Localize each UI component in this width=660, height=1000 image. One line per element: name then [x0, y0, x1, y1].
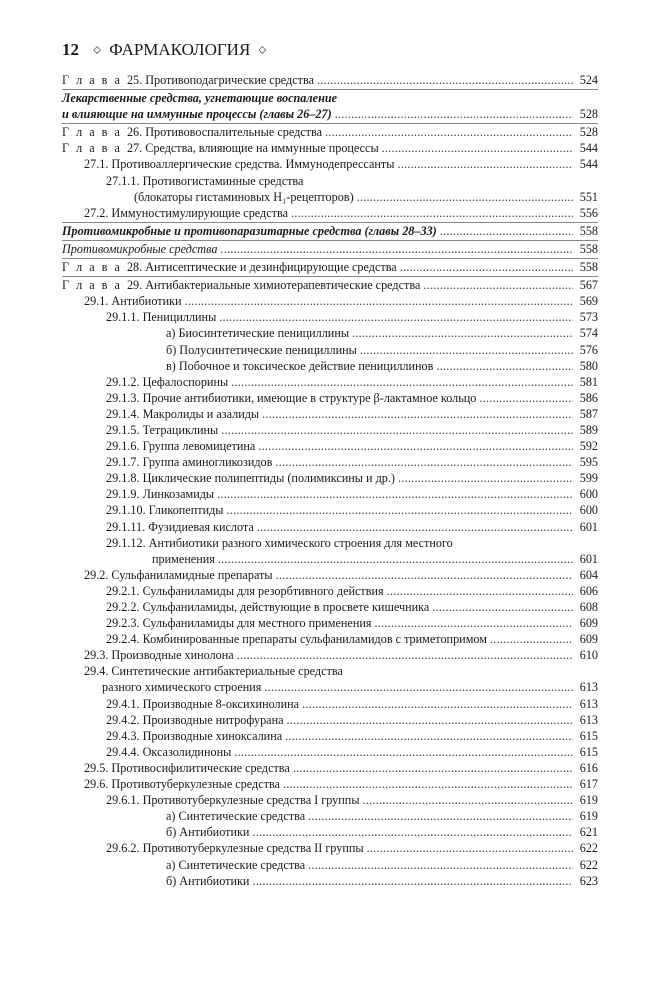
dot-leader: [283, 776, 573, 792]
chapter-label: Г л а в а: [62, 278, 127, 293]
toc-entry-title: разного химического строения: [102, 680, 262, 695]
toc-entry-title: 27.1.1. Противогистаминные средства: [106, 173, 304, 188]
toc-entry-title: 29.4.1. Производные 8-оксихинолина: [106, 696, 300, 711]
dot-leader: [357, 189, 573, 205]
toc-page-number: 558: [579, 260, 598, 275]
toc-page-number: 528: [579, 125, 598, 140]
toc-entry[interactable]: [62, 567, 598, 583]
dot-leader: [432, 599, 573, 615]
toc-entry[interactable]: [62, 422, 598, 438]
toc-page-number: 613: [579, 712, 598, 727]
toc-page-number: 600: [579, 503, 598, 518]
toc-entry[interactable]: [62, 241, 598, 257]
dot-leader: [234, 744, 573, 760]
toc-entry-title: а) Синтетические средства: [166, 809, 306, 824]
book-title: ФАРМАКОЛОГИЯ: [109, 40, 251, 59]
toc-entry-title: 29.2.1. Сульфаниламиды для резорбтивного действия: [106, 583, 384, 598]
toc-entry-title: 29.1.7. Группа аминогликозидов: [106, 455, 273, 470]
toc-entry[interactable]: [62, 438, 598, 454]
toc-page-number: 623: [579, 873, 598, 888]
toc-page-number: 574: [579, 326, 598, 341]
running-header: [62, 40, 270, 60]
toc-entry-title: Г л а в а 29. Антибактериальные химиотерапевтические средства: [62, 278, 421, 293]
dot-leader: [436, 358, 573, 374]
toc-page-number: 619: [579, 793, 598, 808]
toc-entry[interactable]: [62, 358, 598, 374]
dot-leader: [287, 712, 574, 728]
toc-entry[interactable]: [62, 712, 598, 728]
toc-entry-title: 29.1.6. Группа левомицетина: [106, 439, 256, 454]
chapter-label: Г л а в а: [62, 141, 127, 156]
toc-page-number: 587: [579, 406, 598, 421]
dot-leader: [185, 293, 573, 309]
toc-entry-title: 29.4.2. Производные нитрофурана: [106, 712, 284, 727]
toc-entry[interactable]: [62, 90, 598, 122]
toc-entry-title: 27.1. Противоаллергические средства. Иммунодепрессанты: [84, 157, 395, 172]
dot-leader: [275, 454, 573, 470]
toc-entry-title: 29.6. Противотуберкулезные средства: [84, 777, 280, 792]
toc-page-number: 556: [579, 205, 598, 220]
dot-leader: [219, 309, 573, 325]
toc-entry[interactable]: [62, 744, 598, 760]
toc-entry[interactable]: [62, 259, 598, 275]
dot-leader: [367, 840, 573, 856]
toc-page-number: 544: [579, 141, 598, 156]
diamond-ornament-icon: ⬦: [93, 44, 101, 56]
toc-entry-title: Г л а в а 28. Антисептические и дезинфицирующие средства: [62, 260, 397, 275]
toc-entry-title: 29.1.11. Фузидиевая кислота: [106, 519, 254, 534]
dot-leader: [285, 728, 573, 744]
toc-page-number: 599: [579, 471, 598, 486]
toc-page-number: 608: [579, 600, 598, 614]
toc-entry-title: б) Полусинтетические пенициллины: [166, 342, 357, 357]
dot-leader: [490, 631, 573, 647]
toc-page-number: 622: [579, 857, 598, 872]
toc-entry[interactable]: [62, 824, 598, 840]
toc-entry-title: применения: [152, 551, 215, 566]
toc-entry[interactable]: [62, 293, 598, 309]
toc-page-number: 524: [579, 73, 598, 87]
dot-leader: [308, 857, 573, 873]
toc-entry-title: б) Антибиотики: [166, 825, 250, 840]
toc-entry-title: а) Биосинтетические пенициллины: [166, 326, 350, 341]
toc-entry[interactable]: [62, 615, 598, 631]
dot-leader: [264, 679, 573, 695]
toc-page-number: 567: [579, 278, 598, 293]
dot-leader: [302, 696, 573, 712]
dot-leader: [231, 374, 573, 390]
dot-leader: [217, 486, 573, 502]
toc-entry[interactable]: [62, 647, 598, 663]
toc-page-number: 610: [579, 648, 598, 663]
toc-entry[interactable]: [62, 309, 598, 325]
toc-entry-title: 29.6.1. Противотуберкулезные средства I группы: [106, 793, 360, 808]
chapter-label: Г л а в а: [62, 125, 127, 140]
toc-page-number: 551: [579, 189, 598, 204]
chapter-label: Г л а в а: [62, 73, 127, 87]
dot-leader: [382, 140, 573, 156]
toc-entry-title: 29.4. Синтетические антибактериальные средства: [84, 664, 343, 679]
toc-entry[interactable]: [62, 792, 598, 808]
toc-page-number: 613: [579, 680, 598, 695]
chapter-label: Г л а в а: [62, 260, 127, 275]
toc-entry[interactable]: [62, 72, 598, 88]
toc-entry-title: 29.1. Антибиотики: [84, 294, 182, 309]
toc-entry-title: 29.2.2. Сульфаниламиды, действующие в просвете кишечника: [106, 600, 430, 614]
toc-entry-title: Противомикробные средства: [62, 241, 218, 256]
toc-entry[interactable]: [62, 390, 598, 406]
toc-entry[interactable]: [62, 406, 598, 422]
dot-leader: [258, 438, 573, 454]
toc-page-number: 576: [579, 342, 598, 357]
toc-entry[interactable]: [62, 342, 598, 358]
dot-leader: [257, 519, 573, 535]
dot-leader: [221, 422, 573, 438]
dot-leader: [293, 760, 573, 776]
toc-entry-title: 29.5. Противосифилитические средства: [84, 760, 290, 775]
toc-entry[interactable]: [62, 156, 598, 172]
toc-entry-title: а) Синтетические средства: [166, 857, 306, 872]
toc-page-number: 581: [579, 374, 598, 389]
toc-entry-title: 29.1.12. Антибиотики разного химического строения для местного: [106, 535, 453, 550]
toc-entry[interactable]: [62, 631, 598, 647]
toc-entry[interactable]: [62, 374, 598, 390]
toc-entry-title: Г л а в а 26. Противовоспалительные средства: [62, 125, 323, 140]
toc-page-number: 580: [579, 358, 598, 373]
diamond-ornament-icon: ⬦: [258, 44, 267, 56]
dot-leader: [325, 124, 573, 140]
toc-page-number: 573: [579, 310, 598, 325]
toc-entry-title: и влияющие на иммунные процессы (главы 26–27): [62, 107, 332, 122]
toc-entry[interactable]: [62, 454, 598, 470]
dot-leader: [363, 792, 573, 808]
toc-entry[interactable]: [62, 519, 598, 535]
toc-page-number: 589: [579, 422, 598, 437]
toc-page-number: 604: [579, 567, 598, 582]
toc-entry-title: 29.4.4. Оксазолидиноны: [106, 744, 232, 759]
toc-entry[interactable]: [62, 663, 598, 695]
toc-entry-title: 27.2. Иммуностимулирующие средства: [84, 205, 288, 220]
dot-leader: [335, 106, 573, 122]
toc-entry[interactable]: [62, 325, 598, 341]
toc-page-number: 592: [579, 439, 598, 454]
toc-page-number: 595: [579, 455, 598, 470]
toc-page-number: 615: [579, 728, 598, 743]
toc-page-number: 609: [579, 616, 598, 631]
toc-page-number: 606: [579, 583, 598, 598]
toc-page-number: 615: [579, 744, 598, 759]
toc-page-number: 609: [579, 632, 598, 647]
toc-entry[interactable]: [62, 502, 598, 518]
dot-leader: [387, 583, 573, 599]
toc-entry[interactable]: [62, 728, 598, 744]
toc-entry-title: 29.1.10. Гликопептиды: [106, 503, 224, 518]
toc-page-number: 528: [579, 107, 598, 122]
toc-entry[interactable]: [62, 140, 598, 156]
toc-entry-title: 29.1.4. Макролиды и азалиды: [106, 406, 260, 421]
toc-entry[interactable]: [62, 124, 598, 140]
toc-entry[interactable]: [62, 223, 598, 239]
toc-entry-title: 29.1.3. Прочие антибиотики, имеющие в структуре β-лактамное кольцо: [106, 390, 477, 405]
dot-leader: [276, 567, 573, 583]
toc-entry-title: Г л а в а 27. Средства, влияющие на иммунные процессы: [62, 141, 379, 156]
toc-entry-title: Лекарственные средства, угнетающие воспаление: [62, 91, 338, 106]
toc-entry-title: Противомикробные и противопаразитарные средства (главы 28–33): [62, 223, 437, 238]
dot-leader: [226, 502, 573, 518]
toc-entry-title: 29.4.3. Производные хиноксалина: [106, 728, 283, 743]
page-number: 12: [62, 40, 79, 59]
toc-page-number: 613: [579, 696, 598, 711]
toc-entry-title: 29.3. Производные хинолона: [84, 648, 234, 663]
toc-entry-title: 29.1.8. Циклические полипептиды (полимиксины и др.): [106, 471, 395, 486]
toc-entry[interactable]: [62, 808, 598, 824]
toc-entry-title: б) Антибиотики: [166, 873, 250, 888]
dot-leader: [398, 470, 573, 486]
toc-entry[interactable]: [62, 840, 598, 856]
toc-entry[interactable]: [62, 486, 598, 502]
toc-entry-title: 29.1.5. Тетрациклины: [106, 422, 219, 437]
toc-entry-title: 29.2. Сульфаниламидные препараты: [84, 567, 273, 582]
toc-page-number: 569: [579, 294, 598, 309]
dot-leader: [360, 342, 573, 358]
toc-entry[interactable]: [62, 535, 598, 567]
dot-leader: [375, 615, 574, 631]
dot-leader: [308, 808, 573, 824]
dot-leader: [423, 277, 573, 293]
toc-entry-title: 29.1.2. Цефалоспорины: [106, 374, 229, 389]
toc-entry[interactable]: [62, 583, 598, 599]
toc-entry-title: в) Побочное и токсическое действие пенициллинов: [166, 358, 434, 373]
dot-leader: [397, 156, 573, 172]
toc-page-number: 601: [579, 519, 598, 534]
toc-entry[interactable]: [62, 760, 598, 776]
toc-entry-title: 29.2.3. Сульфаниламиды для местного применения: [106, 616, 372, 631]
dot-leader: [291, 205, 573, 221]
dot-leader: [262, 406, 573, 422]
toc-entry[interactable]: [62, 857, 598, 873]
dot-leader: [237, 647, 573, 663]
toc-entry[interactable]: [62, 205, 598, 221]
toc-entry-title: (блокаторы гистаминовых H₁-рецепторов): [134, 189, 354, 204]
toc-entry[interactable]: [62, 873, 598, 889]
dot-leader: [352, 325, 573, 341]
toc-entry[interactable]: [62, 696, 598, 712]
toc-page-number: 586: [579, 390, 598, 405]
dot-leader: [400, 259, 573, 275]
toc-entry-title: Г л а в а 25. Противоподагрические средства: [62, 73, 314, 87]
toc-entry[interactable]: [62, 277, 598, 293]
toc-page-number: 544: [579, 157, 598, 172]
toc-page-number: 558: [579, 223, 598, 238]
toc-entry-title: 29.6.2. Противотуберкулезные средства II группы: [106, 841, 364, 856]
toc-page-number: 600: [579, 487, 598, 502]
toc-page-number: 617: [579, 777, 598, 792]
toc-page-number: 616: [579, 760, 598, 775]
dot-leader: [317, 72, 573, 88]
toc-entry-title: 29.1.9. Линкозамиды: [106, 487, 215, 502]
dot-leader: [220, 241, 573, 257]
toc-entry[interactable]: [62, 173, 598, 205]
dot-leader: [440, 223, 573, 239]
toc-entry-title: 29.1.1. Пенициллины: [106, 310, 217, 325]
toc-entry[interactable]: [62, 776, 598, 792]
dot-leader: [218, 551, 573, 567]
dot-leader: [479, 390, 573, 406]
toc-page-number: 558: [579, 241, 598, 256]
toc-entry[interactable]: [62, 599, 598, 615]
dot-leader: [252, 873, 573, 889]
dot-leader: [252, 824, 573, 840]
toc-page-number: 601: [579, 551, 598, 566]
toc-page-number: 619: [579, 809, 598, 824]
table-of-contents: [62, 72, 598, 889]
toc-entry[interactable]: [62, 470, 598, 486]
toc-page-number: 622: [579, 841, 598, 856]
toc-entry-title: 29.2.4. Комбинированные препараты сульфаниламидов с триметопримом: [106, 632, 487, 647]
toc-page-number: 621: [579, 825, 598, 840]
